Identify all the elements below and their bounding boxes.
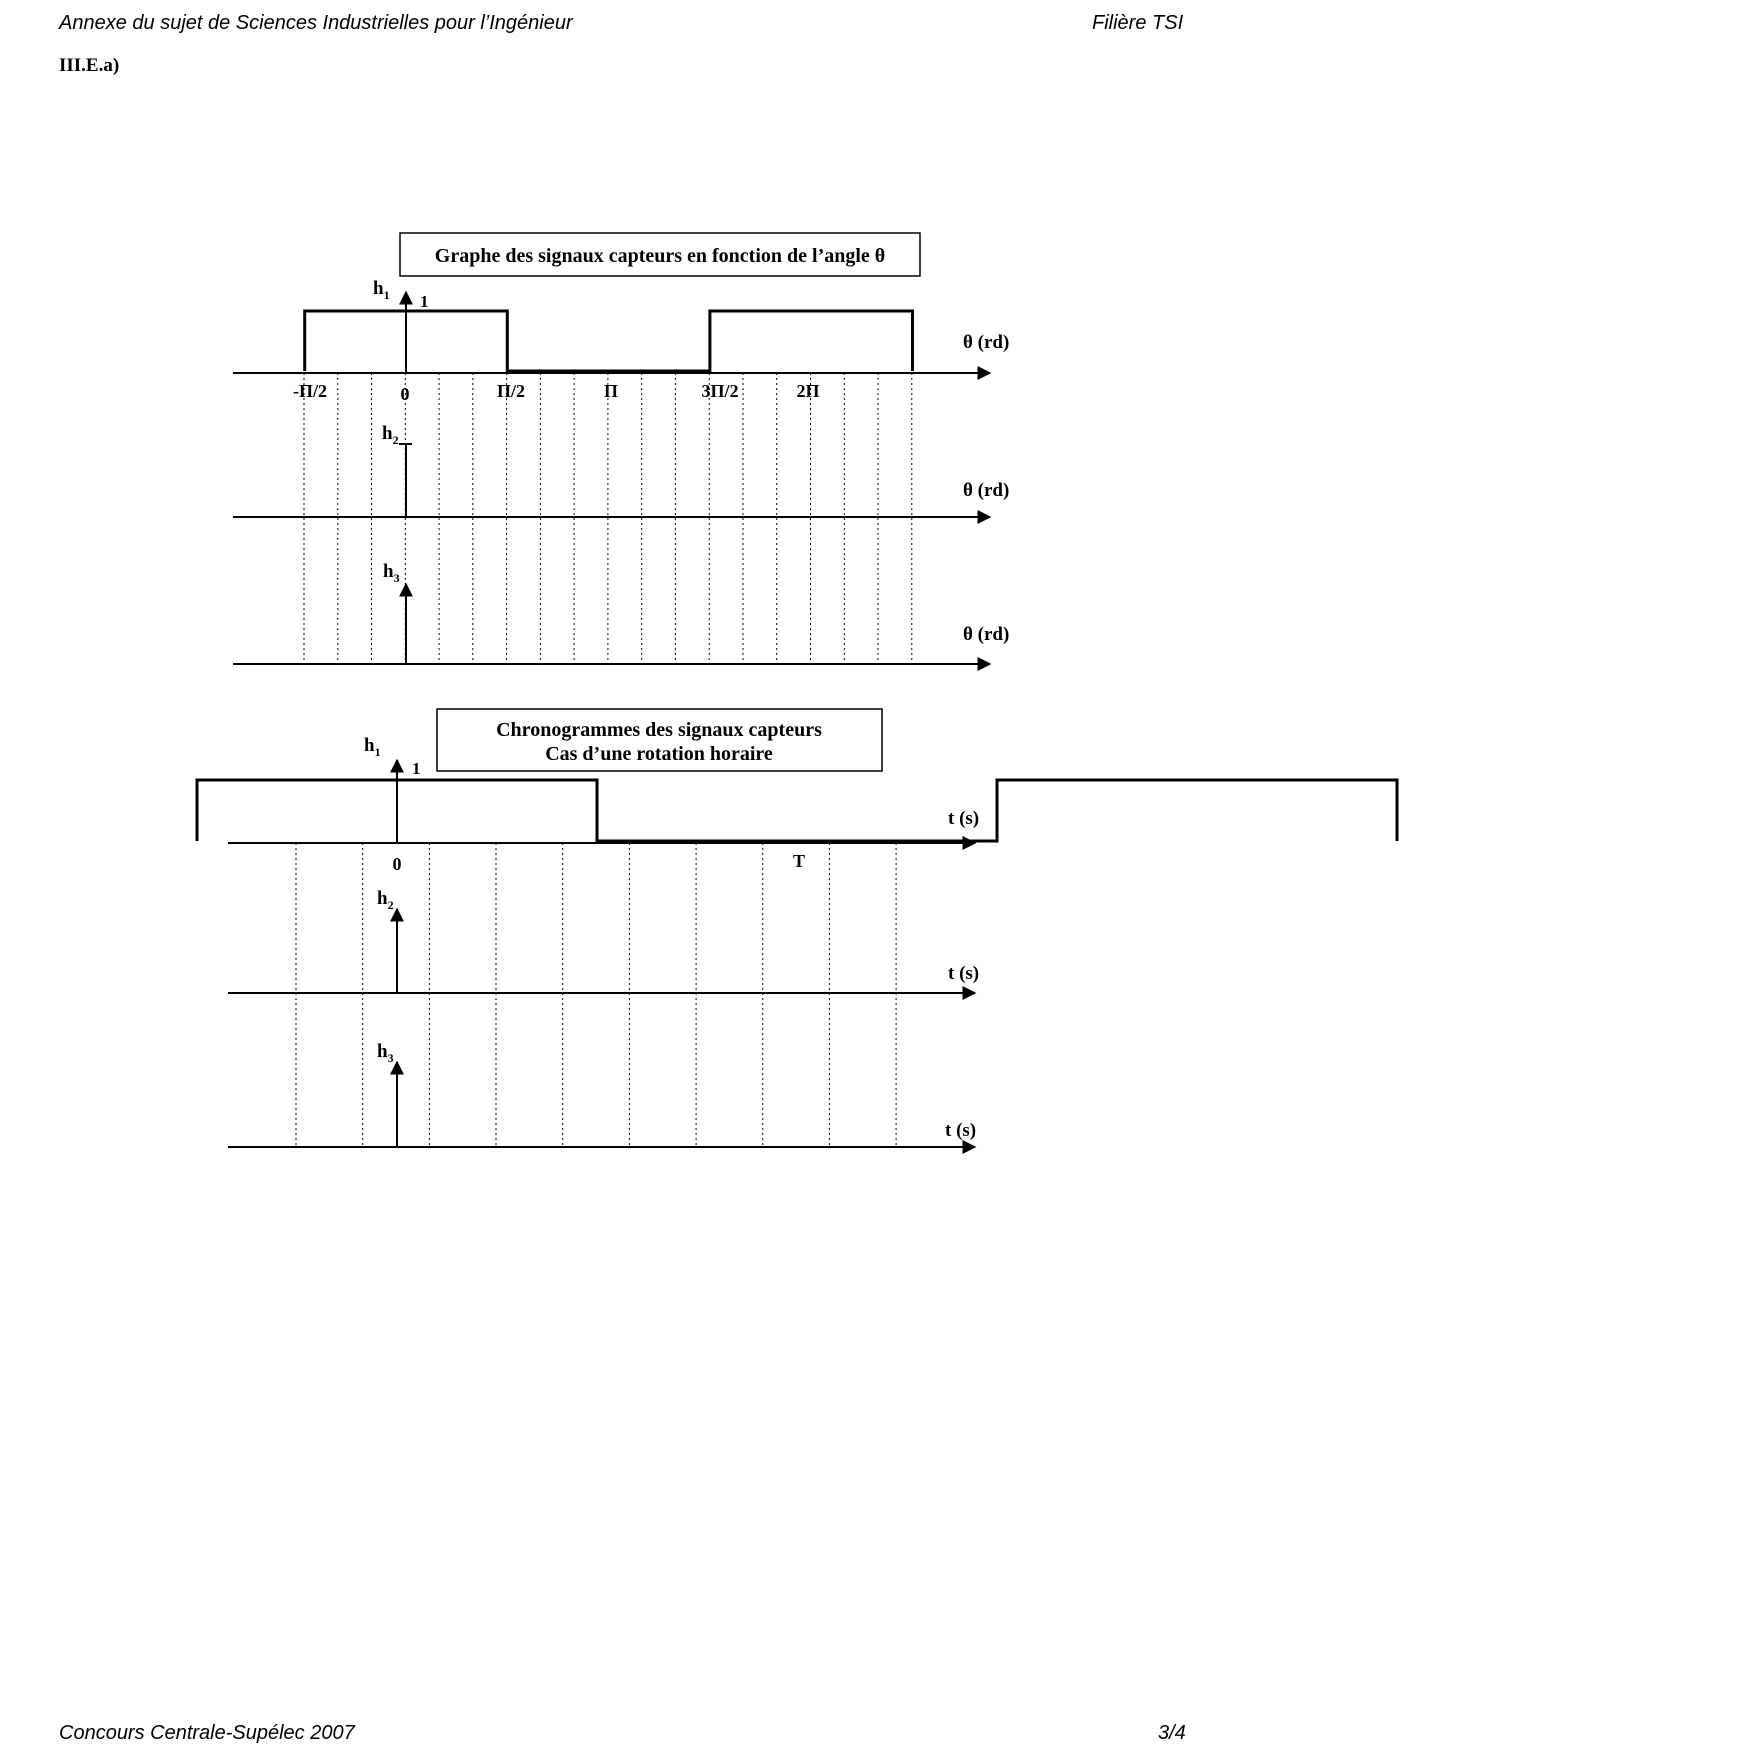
angle-figure [233,233,1009,664]
time-tick-period: T [792,851,806,871]
angle-tick-pi: Π [603,381,619,401]
angle-tick-pi-half: Π/2 [496,381,526,401]
angle-h2-label: $h_2$ [382,423,399,447]
time-title-line2: Cas d’une rotation horaire [545,743,773,765]
angle-x-label-h2: θ (rd) [963,480,1010,501]
footer-left: Concours Centrale-Supélec 2007 [59,1722,355,1744]
time-figure [197,709,1397,1147]
time-level-one-label: 1 [412,759,421,778]
time-h1-signal [197,780,1397,841]
header-left: Annexe du sujet de Sciences Industrielles pour l’Ingénieur [59,12,573,34]
angle-x-label-h3: θ (rd) [963,624,1010,645]
angle-tick-two-pi: 2Π [796,381,820,401]
time-x-label-h3: t (s) [945,1120,977,1141]
angle-title: Graphe des signaux capteurs en fonction de l’angle θ [434,245,886,267]
time-h1-label: $h_1$ [364,735,381,759]
angle-h3-label: $h_3$ [383,561,400,585]
time-x-label-h2: t (s) [948,963,980,984]
time-x-label-h1: t (s) [948,808,980,829]
angle-grid [304,373,912,664]
angle-tick-three-pi-half: 3Π/2 [701,381,739,401]
angle-tick-minus-pi-half: -Π/2 [293,381,327,401]
time-h3-label: $h_3$ [377,1041,394,1065]
time-title-line1: Chronogrammes des signaux capteurs [496,719,822,741]
time-h2-label: $h_2$ [377,888,394,912]
time-tick-zero: 0 [392,854,402,874]
angle-x-label-h1: θ (rd) [963,332,1010,353]
angle-h1-signal [305,311,913,371]
angle-tick-zero: 0 [400,384,410,404]
footer-right: 3/4 [1158,1722,1186,1744]
angle-level-one-label: 1 [420,292,429,311]
section-label: III.E.a) [59,55,120,76]
header-right: Filière TSI [1092,12,1184,34]
angle-h1-label: $h_1$ [373,278,390,302]
